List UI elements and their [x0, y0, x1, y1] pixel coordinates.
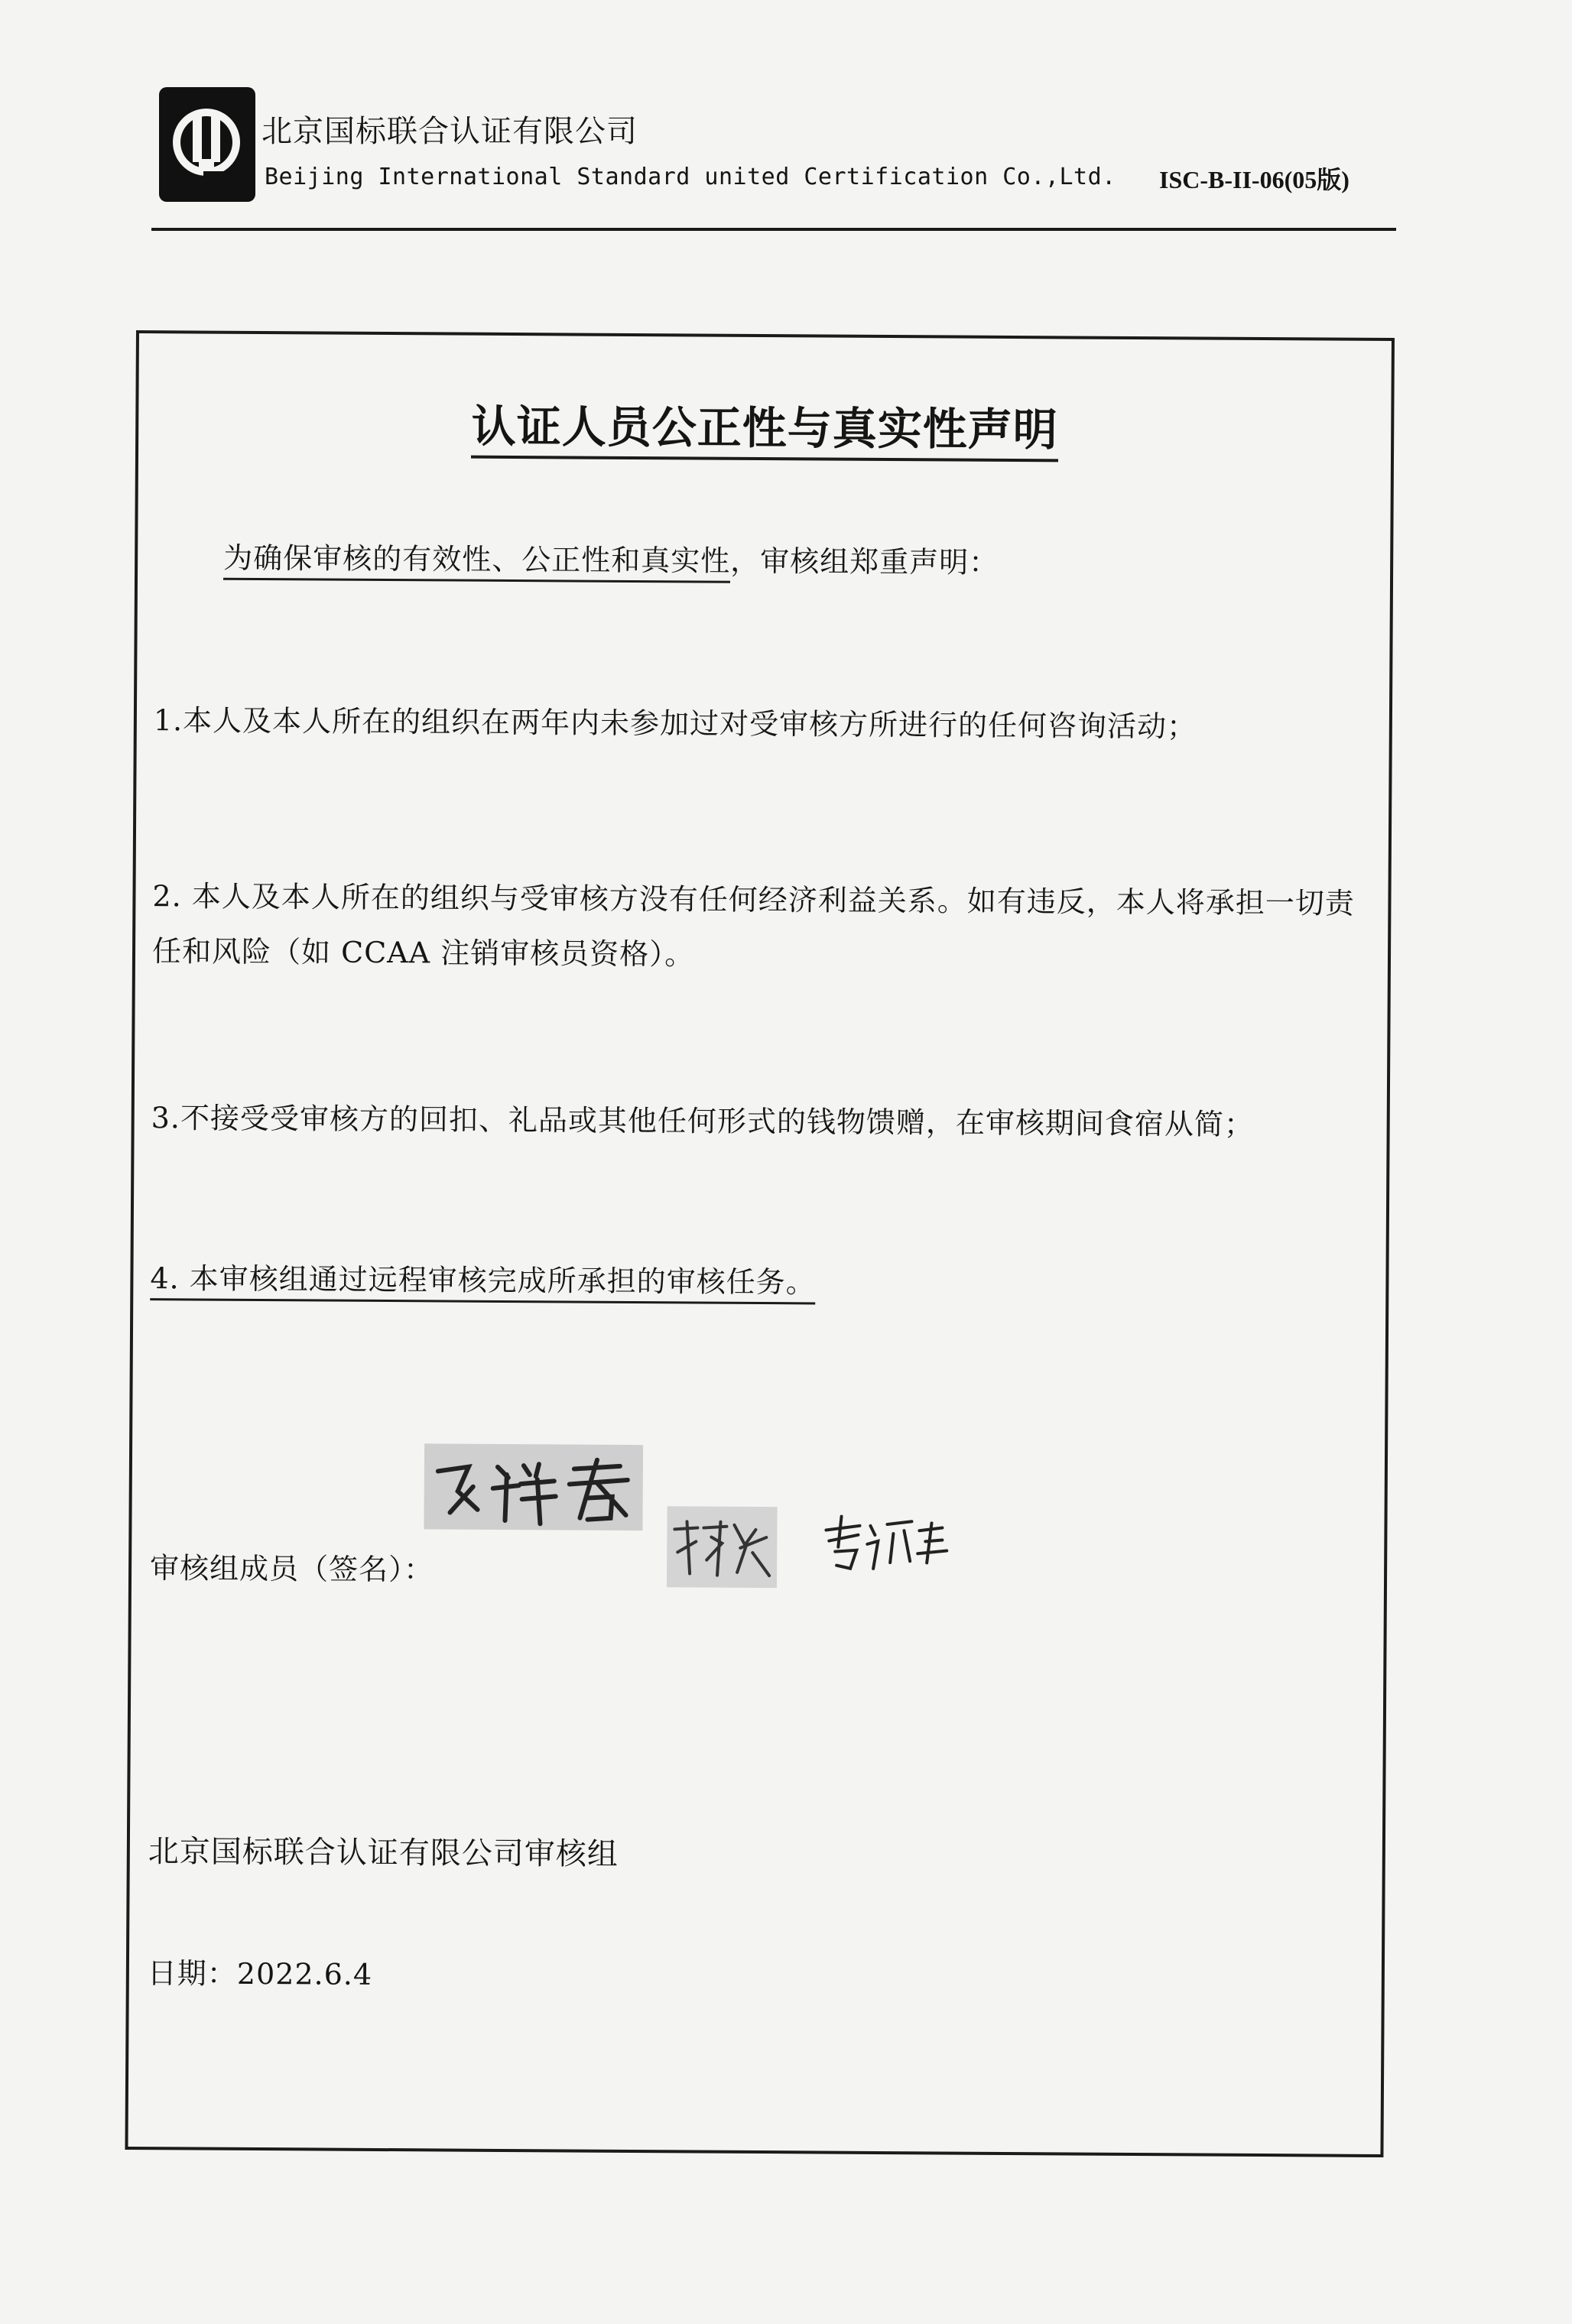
declaration-item-4-text: 4. 本审核组通过远程审核完成所承担的审核任务。: [150, 1261, 816, 1304]
declaration-item-4: [150, 1251, 1366, 1313]
company-name-en: Beijing International Standard united Certification Co.,Ltd.: [265, 164, 1116, 190]
document-code: ISC-B-II-06(05版): [1159, 166, 1350, 193]
declaration-item-2: 2. 本人及本人所在的组织与受审核方没有任何经济利益关系。如有违反，本人将承担一切责任和风险（如 CCAA 注销审核员资格）。: [151, 879, 1355, 972]
date-label: 日期：: [147, 1956, 238, 1991]
company-logo-icon: [158, 86, 257, 203]
declaration-frame: [125, 330, 1395, 2157]
signature-label: 审核组成员（签名）：: [149, 1551, 434, 1587]
intro-rest-text: ，审核组郑重声明：: [730, 544, 999, 579]
audit-organization: 北京国标联合认证有限公司审核组: [148, 1834, 619, 1872]
company-name-cn: 北京国标联合认证有限公司: [261, 114, 638, 149]
intro-underlined-text: 为确保审核的有效性、公正性和真实性: [223, 541, 730, 583]
declaration-item-1: 1.本人及本人所在的组织在两年内未参加过对受审核方所进行的任何咨询活动；: [153, 703, 1197, 744]
declaration-title-text: 认证人员公正性与真实性声明: [471, 401, 1057, 463]
date-value: 2022.6.4: [236, 1956, 373, 1991]
signature-image-1: [424, 1443, 643, 1530]
header-divider: [151, 228, 1396, 231]
declaration-item-3: 3.不接受受审核方的回扣、礼品或其他任何形式的钱物馈赠，在审核期间食宿从简；: [151, 1101, 1255, 1141]
date-row: [148, 1949, 373, 1993]
signature-image-3: [820, 1507, 950, 1576]
signature-image-2: [667, 1506, 778, 1588]
declaration-title: [138, 388, 1391, 460]
declaration-intro: [223, 534, 999, 581]
